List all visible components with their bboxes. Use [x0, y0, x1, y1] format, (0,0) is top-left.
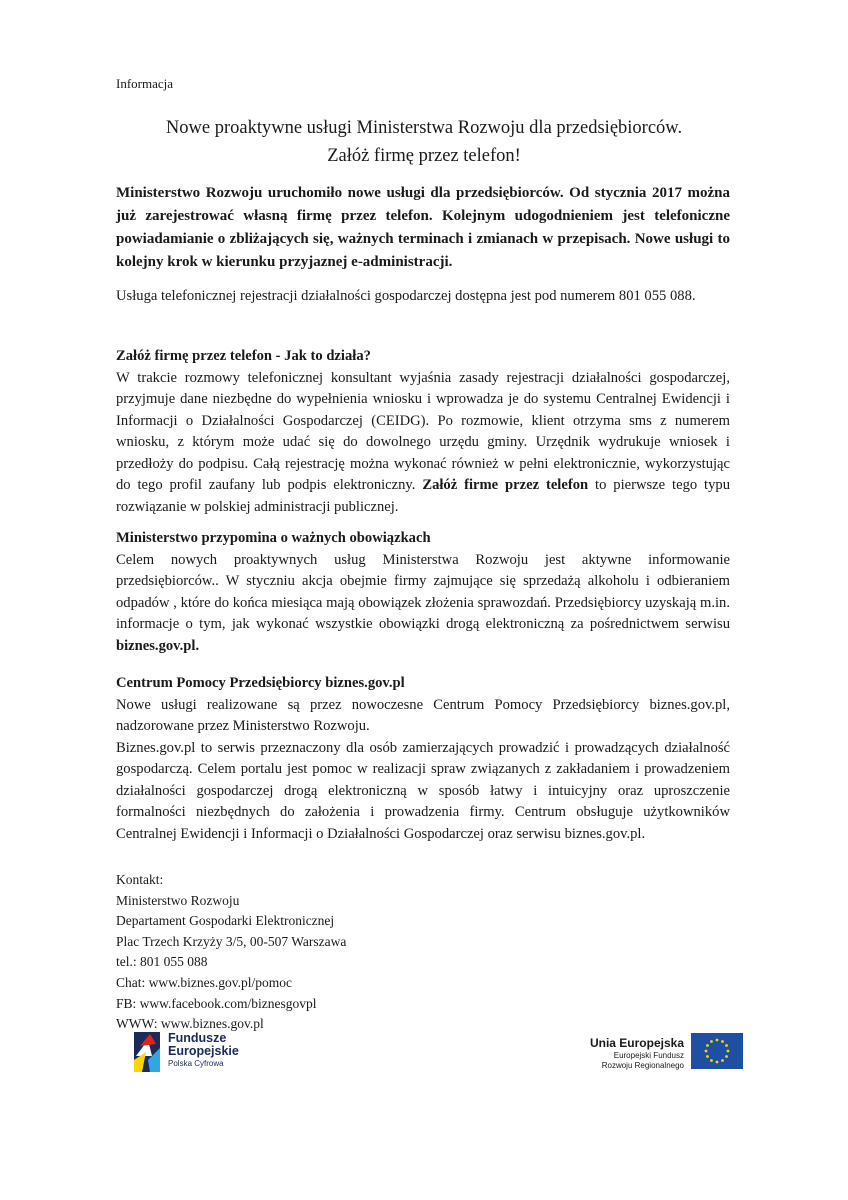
remind-section-heading: Ministerstwo przypomina o ważnych obowiązkach [116, 530, 431, 546]
center-section-text-2: Biznes.gov.pl to serwis przeznaczony dla osób zamierzających prowadzić i prowadzących działalność gospodarczą. Celem portalu jest pomoc w realizacji spraw związanych z zakładaniem i prowadzeniem działalności gospodarczej drogą elektroniczną w sposób łatwy i intuicyjny oraz uproszczenie formalności niezbędnych do założenia i prowadzenia firmy. Centrum obsługuje użytkowników Centralnej Ewidencji i Informacji o Działalności Gospodarczej oraz serwisu biznes.gov.pl. [116, 739, 730, 842]
eu-star-icon [706, 1055, 709, 1058]
center-section-text-1: Nowe usługi realizowane są przez nowoczesne Centrum Pomocy Przedsiębiorcy biznes.gov.pl, nadzorowane przez Ministerstwo Rozwoju. [116, 696, 730, 734]
title-line-2: Załóż firmę przez telefon! [327, 146, 521, 166]
center-section [116, 673, 730, 845]
contact-line: WWW: www.biznes.gov.pl [116, 1016, 264, 1032]
unia-europejska-text [590, 1036, 684, 1071]
contact-line: tel.: 801 055 088 [116, 954, 208, 970]
title-line-1: Nowe proaktywne usługi Ministerstwa Rozwoju dla przedsiębiorców. [165, 118, 683, 138]
fe-line-1: Fundusze [168, 1031, 227, 1045]
phone-section [116, 346, 730, 518]
phone-section-tail: to pierwsze tego typu rozwiązanie w polskiej administracji publicznej. [116, 477, 731, 515]
eu-star-icon [716, 1039, 719, 1042]
remind-section-body [116, 550, 730, 658]
fundusze-europejskie-text [168, 1032, 239, 1070]
service-paragraph [116, 286, 730, 308]
remind-section-link: biznes.gov.pl. [116, 637, 200, 654]
eu-star-icon [710, 1059, 713, 1062]
eu-star-icon [716, 1061, 719, 1064]
eu-star-icon [705, 1050, 708, 1053]
contact-line: Plac Trzech Krzyży 3/5, 00-507 Warszawa [116, 933, 347, 949]
eu-star-icon [706, 1044, 709, 1047]
document-label: Informacja [116, 76, 174, 91]
eu-star-icon [721, 1059, 724, 1062]
phone-section-text: W trakcie rozmowy telefonicznej konsultant wyjaśnia zasady rejestracji działalności gospodarczej, przyjmuje dane niezbędne do wypełnienia wniosku i wprowadza je do systemu Centralnej Ewidencji i Informacji o Działalności Gospodarczej (CEIDG). Po rozmowie, klient otrzyma sms z numerem wniosku, z którym może udać się do dowolnego urzędu gminy. Urzędnik wydrukuje wniosek i przedłoży do podpisu. Całą rejestrację można wykonać również w pełni elektronicznie, wykorzystując do tego profil zaufany lub podpis elektroniczny. [116, 369, 730, 493]
eu-title: Unia Europejska [589, 1036, 684, 1050]
phone-section-bold-phrase: Załóż firme przez telefon [422, 477, 589, 493]
fe-line-2: Europejskie [168, 1044, 239, 1058]
contact-line: Kontakt: [116, 872, 164, 887]
contact-block [116, 870, 346, 1035]
fe-line-3: Polska Cyfrowa [168, 1059, 224, 1068]
eu-flag-icon [691, 1033, 743, 1069]
eu-sub-1: Europejski Fundusz [613, 1051, 684, 1060]
remind-section [116, 528, 730, 657]
contact-line: Departament Gospodarki Elektronicznej [116, 913, 335, 929]
phone-section-body [116, 368, 730, 519]
contact-line: Ministerstwo Rozwoju [116, 892, 240, 908]
eu-star-icon [727, 1050, 730, 1053]
eu-star-icon [725, 1044, 728, 1047]
lead-paragraph: Ministerstwo Rozwoju uruchomiło nowe usługi dla przedsiębiorców. Od stycznia 2017 można już zarejestrować własną firmę przez telefon. Kolejnym udogodnieniem jest telefoniczne powiadamianie o zbliżających się, ważnych terminach i zmianach w przepisach. Nowe usługi to kolejny krok w kierunku przyjaznej e-administracji. [116, 185, 730, 270]
document-title [60, 114, 788, 170]
eu-star-icon [710, 1040, 713, 1043]
remind-section-text: Celem nowych proaktywnych usług Ministerstwa Rozwoju jest aktywne informowanie przedsiębiorców.. W styczniu akcja obejmie firmy zajmujące się sprzedażą alkoholu i odbieraniem odpadów , które do końca miesiąca mają obowiązek złożenia sprawozdań. Przedsiębiorcy uzyskają m.in. informacje o tym, jak wykonać wszystkie obowiązki drogą elektroniczną za pośrednictwem serwisu [116, 551, 730, 632]
contact-line: FB: www.facebook.com/biznesgovpl [116, 995, 317, 1011]
eu-sub-2: Rozwoju Regionalnego [601, 1061, 684, 1070]
contact-line: Chat: www.biznes.gov.pl/pomoc [116, 974, 292, 990]
center-section-heading: Centrum Pomocy Przedsiębiorcy biznes.gov.pl [116, 675, 405, 691]
eu-star-icon [721, 1040, 724, 1043]
eu-star-icon [725, 1055, 728, 1058]
phone-section-heading: Załóż firmę przez telefon - Jak to działa? [116, 348, 371, 364]
service-text: Usługa telefonicznej rejestracji działalności gospodarczej dostępna jest pod numerem 801 055 088. [116, 288, 696, 304]
